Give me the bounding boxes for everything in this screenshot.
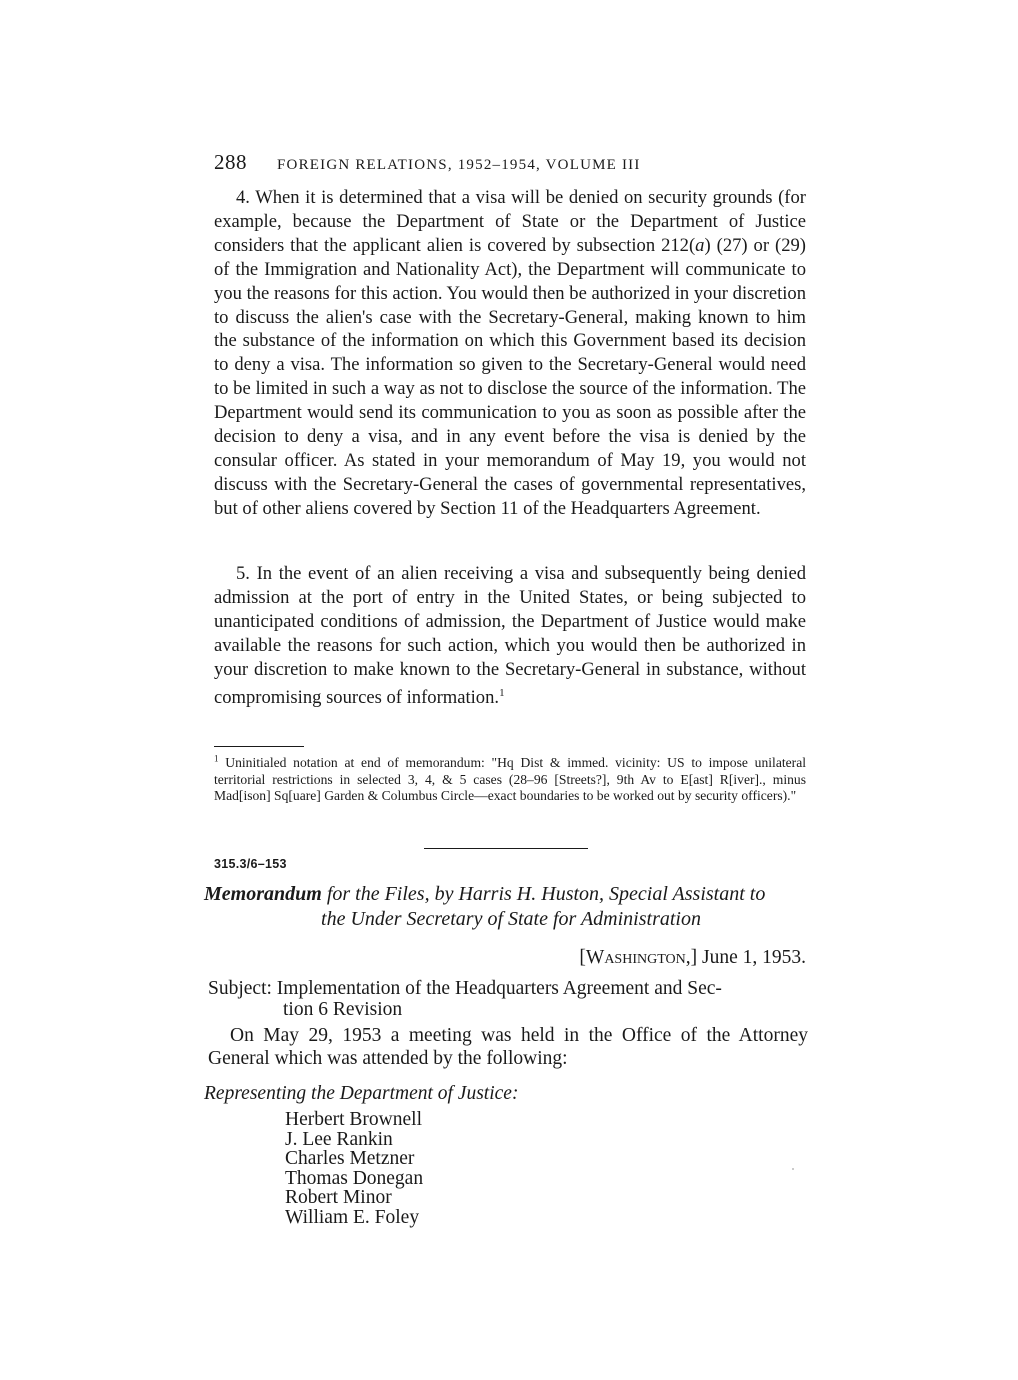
attendee-name: Robert Minor xyxy=(285,1187,392,1209)
attendee-name: J. Lee Rankin xyxy=(285,1128,393,1150)
scan-speck xyxy=(792,1168,794,1170)
subject-label: Subject: xyxy=(208,978,277,999)
subject-line xyxy=(208,978,808,1020)
running-head: FOREIGN RELATIONS, 1952–1954, VOLUME III xyxy=(277,157,641,173)
document-title-line-2: the Under Secretary of State for Administration xyxy=(321,908,701,930)
attendee-name: William E. Foley xyxy=(285,1206,420,1228)
dateline-date: June 1, 1953. xyxy=(697,947,806,968)
section-separator xyxy=(424,848,588,849)
representing-heading: Representing the Department of Justice: xyxy=(204,1083,519,1104)
dateline-close-bracket: ,] xyxy=(685,947,698,968)
paragraph-5-body: 5. In the event of an alien receiving a visa and subsequently being denied admission at the port of entry in the United States, or being subjected to unanticipated conditions of admission, the Department of Justice would make available the reasons for such action, which you would then be authorized in your discretion to make known to the Secretary-General in substance, without compromising sources of information. xyxy=(214,563,806,708)
footnote-rule xyxy=(214,746,304,747)
attendee-name: Herbert Brownell xyxy=(285,1109,422,1130)
attendee-name: Thomas Donegan xyxy=(285,1167,424,1189)
document-title-line-1 xyxy=(204,882,808,907)
paragraph-4 xyxy=(214,186,806,521)
page-number: 288 xyxy=(214,150,247,174)
dateline xyxy=(579,947,806,969)
paragraph-4-part-2: ) (27) or (29) of the Immigration and Nationality Act), the Department will communicate to you the reasons for this action. You would then be authorized in your discretion to discuss the alien's case with the Secretary-General, making known to him the substance of the information on which this Government based its decision to deny a visa. The information so given to the Secretary-General would need to be limited in such a way as not to disclose the source of the information. The Department would send its communication to you as soon as possible after the decision to deny a visa, and in any event before the visa is denied by the consular officer. As stated in your memorandum of May 19, you would not discuss with the Secretary-General the cases of governmental representatives, but of other aliens covered by Section 11 of the Headquarters Agreement. xyxy=(214,234,806,519)
footnote xyxy=(214,755,806,805)
paragraph-4-italic: a xyxy=(695,234,705,256)
title-line-1-rest: for the Files, by Harris H. Huston, Special Assistant to xyxy=(321,883,766,905)
footnote-marker: 1 xyxy=(214,753,219,764)
dateline-place: Washington xyxy=(585,947,686,968)
file-number: 315.3/6–153 xyxy=(214,857,287,871)
footnote-text: Uninitialed notation at end of memorandum: "Hq Dist & immed. vicinity: US to impose unilateral territorial restrictions in selected 3, 4, & 5 cases (28–96 [Streets?], 9th Av to E[ast] R[iver]., minus Mad[ison] Sq[uare] Garden & Columbus Circle—exact boundaries to be worked out by security officers)." xyxy=(214,755,807,803)
subject-text-line-2: tion 6 Revision xyxy=(283,999,403,1020)
footnote-reference: 1 xyxy=(499,686,505,699)
paragraph-4-part-1: 4. When it is determined that a visa will be denied on security grounds (for example, because the Department of State or the Department of Justice considers that the applicant alien is covered by subsection 212( xyxy=(214,187,806,256)
paragraph-4-text xyxy=(214,186,806,521)
paragraph-5 xyxy=(214,562,806,710)
intro-paragraph: On May 29, 1953 a meeting was held in the Office of the Attorney General which was attended by the following: xyxy=(208,1025,808,1069)
subject-text-line-1: Implementation of the Headquarters Agreement and Sec- xyxy=(276,978,722,999)
title-memorandum-word: Memorandum xyxy=(204,883,322,905)
page-header xyxy=(214,150,814,174)
attendee-list xyxy=(285,1110,423,1228)
paragraph-5-text xyxy=(214,562,806,710)
document-title xyxy=(204,882,808,932)
dateline-open-bracket: [ xyxy=(579,947,586,968)
attendee-name: Charles Metzner xyxy=(285,1148,415,1170)
